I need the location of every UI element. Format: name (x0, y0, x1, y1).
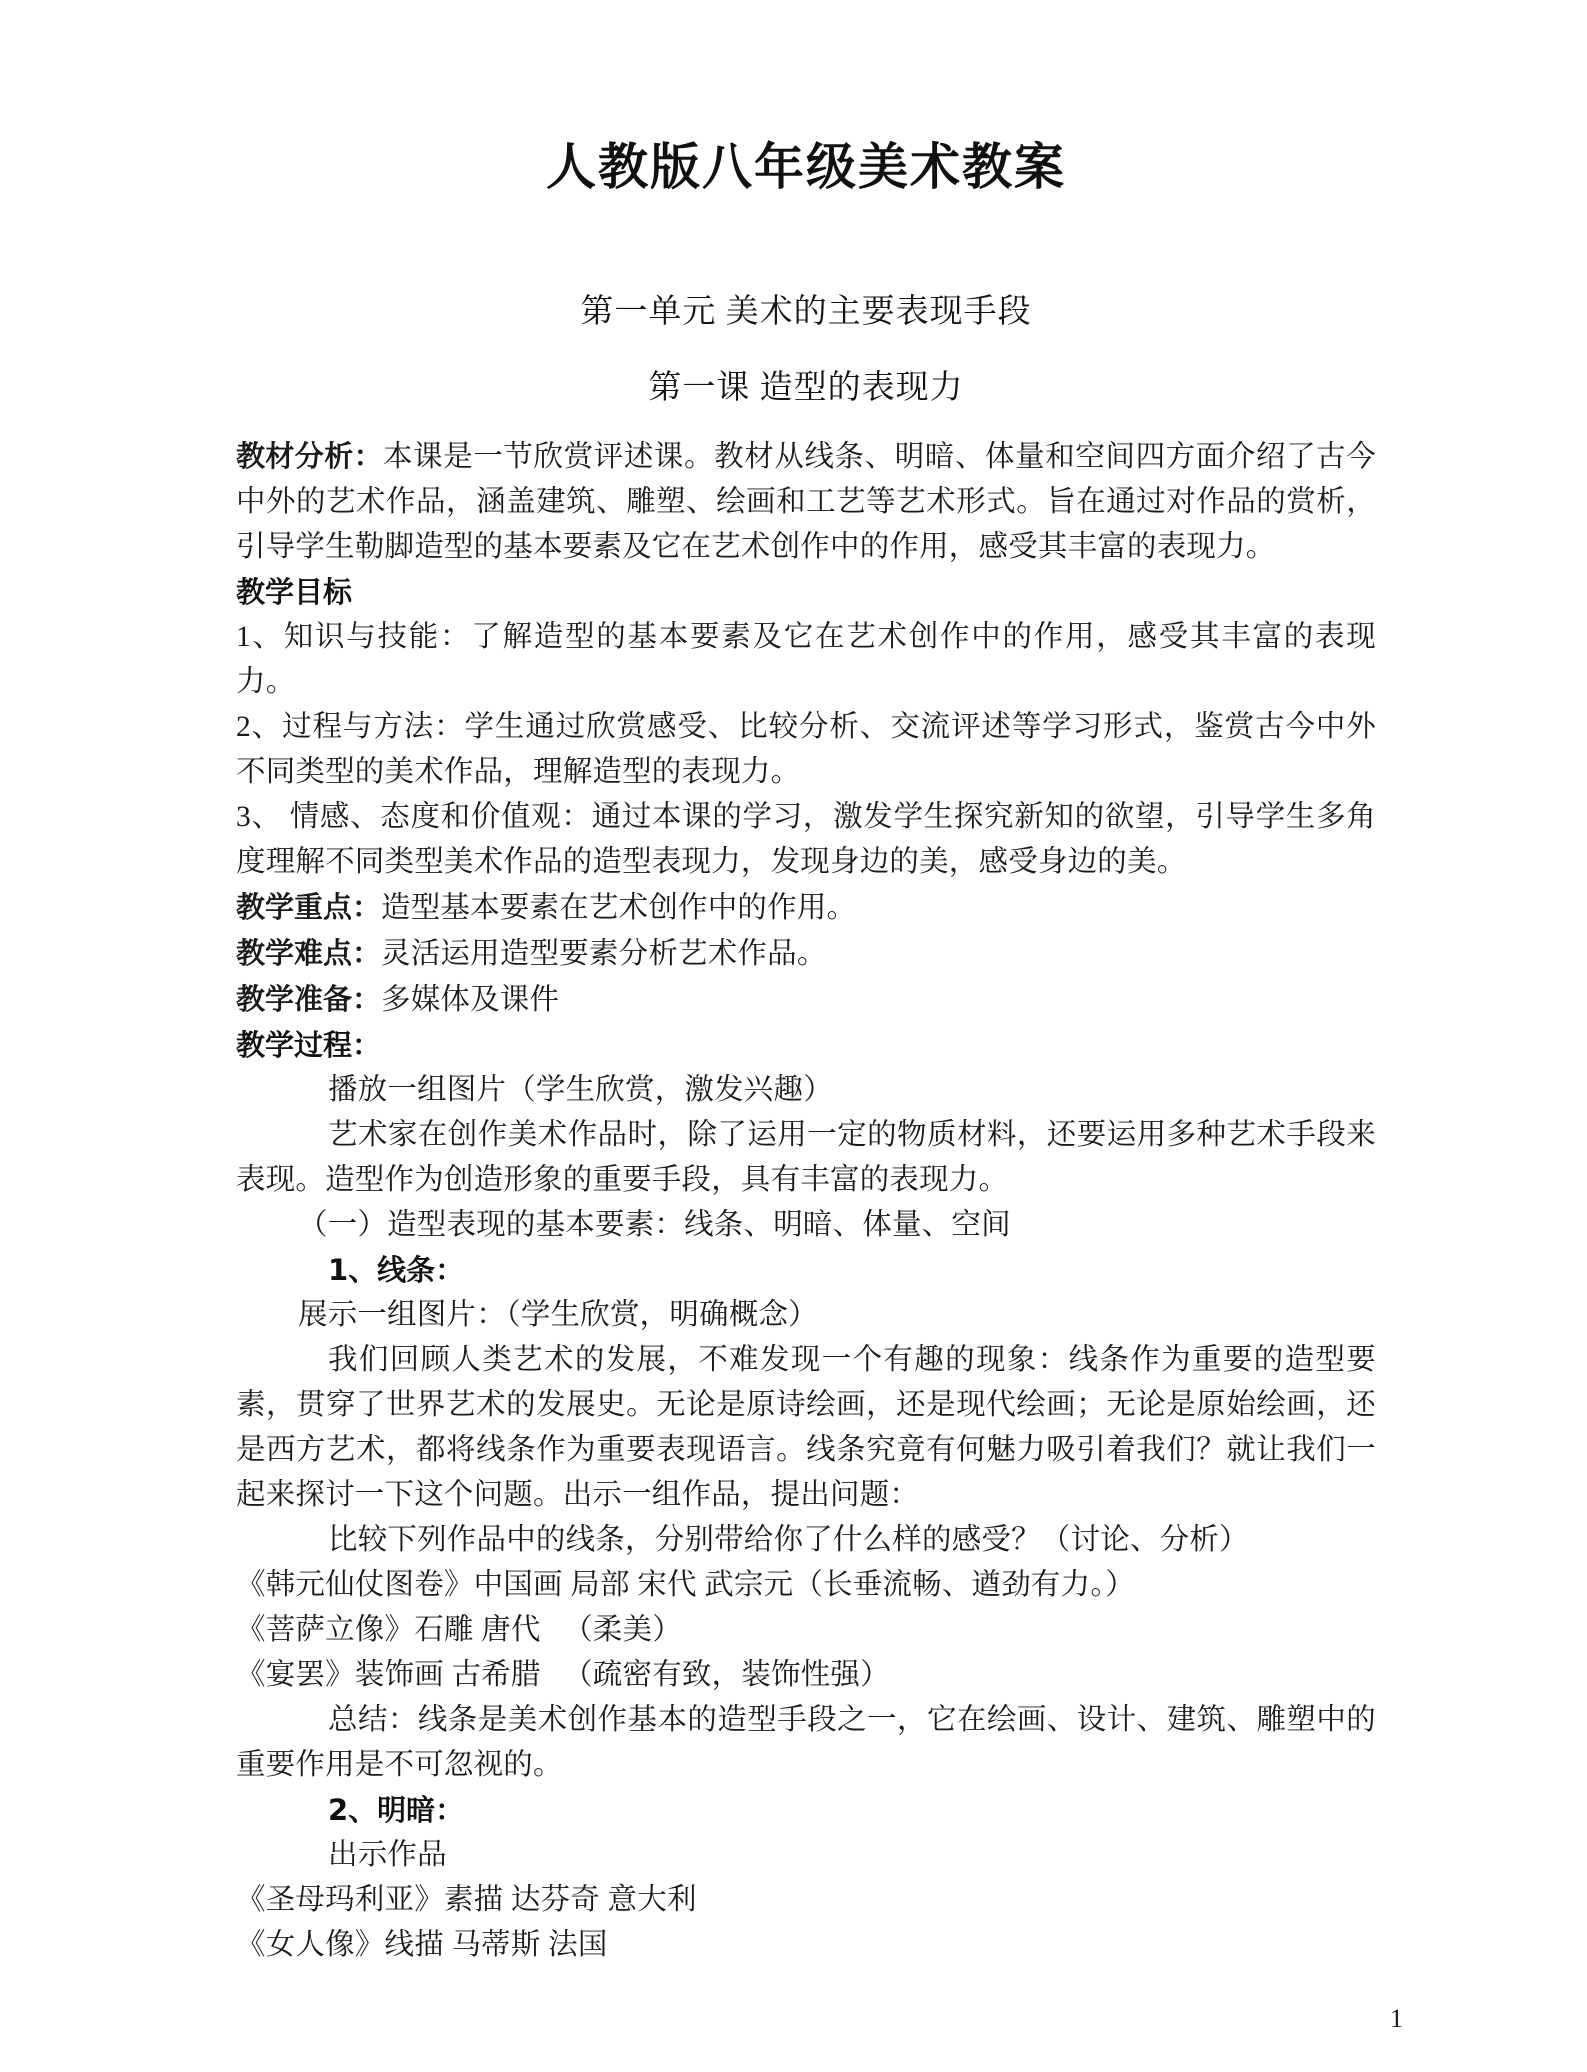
element-1-compare: 比较下列作品中的线条，分别带给你了什么样的感受？（讨论、分析） (328, 1524, 1249, 1557)
text-key-point: 造型基本要素在艺术创作中的作用。 (381, 892, 857, 925)
text-teaching-analysis: 本课是一节欣赏评述课。教材从线条、明暗、体量和空间四方面介绍了古今中外的艺术作品，涵盖建筑、雕塑、绘画和工艺等艺术形式。旨在通过对作品的赏析，引导学生勒脚造型的基本要素及它在艺术创作中的作用，感受其丰富的表现力。 (236, 441, 1376, 564)
artwork-line-item-3: 《宴罢》装饰画 古希腊 （疏密有致，装饰性强） (236, 1659, 890, 1692)
paragraph-key-point (236, 885, 1376, 931)
process-line-1: 播放一组图片（学生欣赏，激发兴趣） (328, 1074, 833, 1107)
element-1-summary: 总结：线条是美术创作基本的造型手段之一，它在绘画、设计、建筑、雕塑中的重要作用是不可忽视的。 (236, 1704, 1376, 1782)
paragraph-difficulty (236, 931, 1376, 977)
label-key-point: 教学重点： (236, 890, 382, 925)
artwork-light-item-1: 《圣母玛利亚》素描 达芬奇 意大利 (236, 1884, 697, 1917)
label-teaching-objectives: 教学目标 (236, 575, 353, 610)
element-2-show: 出示作品 (328, 1839, 447, 1872)
label-difficulty: 教学难点： (236, 936, 382, 971)
objective-item-1: 1、知识与技能：了解造型的基本要素及它在艺术创作中的作用，感受其丰富的表现力。 (236, 621, 1376, 699)
page-title: 人教版八年级美术教案 (546, 138, 1066, 196)
document-body (236, 434, 1376, 1968)
objective-item-2: 2、过程与方法：学生通过欣赏感受、比较分析、交流评述等学习形式，鉴赏古今中外不同类型的美术作品，理解造型的表现力。 (236, 711, 1376, 789)
unit-heading: 第一单元 美术的主要表现手段 (580, 294, 1032, 330)
artwork-line-item-2: 《菩萨立像》石雕 唐代 （柔美） (236, 1614, 682, 1647)
process-line-2: 艺术家在创作美术作品时，除了运用一定的物质材料，还要运用多种艺术手段来表现。造型作为创造形象的重要手段，具有丰富的表现力。 (236, 1119, 1376, 1197)
label-teaching-analysis: 教材分析： (236, 439, 384, 474)
text-difficulty: 灵活运用造型要素分析艺术作品。 (381, 938, 827, 971)
document-content (236, 0, 1376, 1968)
element-1-label: 1、线条： (328, 1253, 465, 1288)
label-teaching-process: 教学过程： (236, 1028, 382, 1063)
objective-item-3: 3、 情感、态度和价值观：通过本课的学习，激发学生探究新知的欲望，引导学生多角度理解不同类型美术作品的造型表现力，发现身边的美，感受身边的美。 (236, 801, 1376, 879)
element-1-body: 我们回顾人类艺术的发展，不难发现一个有趣的现象：线条作为重要的造型要素，贯穿了世界艺术的发展史。无论是原诗绘画，还是现代绘画；无论是原始绘画，还是西方艺术，都将线条作为重要表现语言。线条究竟有何魅力吸引着我们？就让我们一起来探讨一下这个问题。出示一组作品，提出问题： (236, 1344, 1376, 1512)
artwork-light-item-2: 《女人像》线描 马蒂斯 法国 (236, 1929, 608, 1962)
paragraph-teaching-analysis (236, 434, 1376, 570)
element-2-label: 2、明暗： (328, 1793, 465, 1828)
element-1-show: 展示一组图片：（学生欣赏，明确概念） (298, 1299, 818, 1332)
lesson-heading: 第一课 造型的表现力 (648, 369, 964, 406)
paragraph-preparation (236, 977, 1376, 1023)
label-preparation: 教学准备： (236, 982, 382, 1017)
artwork-line-item-1: 《韩元仙仗图卷》中国画 局部 宋代 武宗元（长垂流畅、遒劲有力。） (236, 1569, 1135, 1602)
text-preparation: 多媒体及课件 (381, 984, 560, 1017)
basic-elements-line: （一）造型表现的基本要素：线条、明暗、体量、空间 (298, 1209, 1011, 1242)
page-number: 1 (1390, 2004, 1403, 2033)
